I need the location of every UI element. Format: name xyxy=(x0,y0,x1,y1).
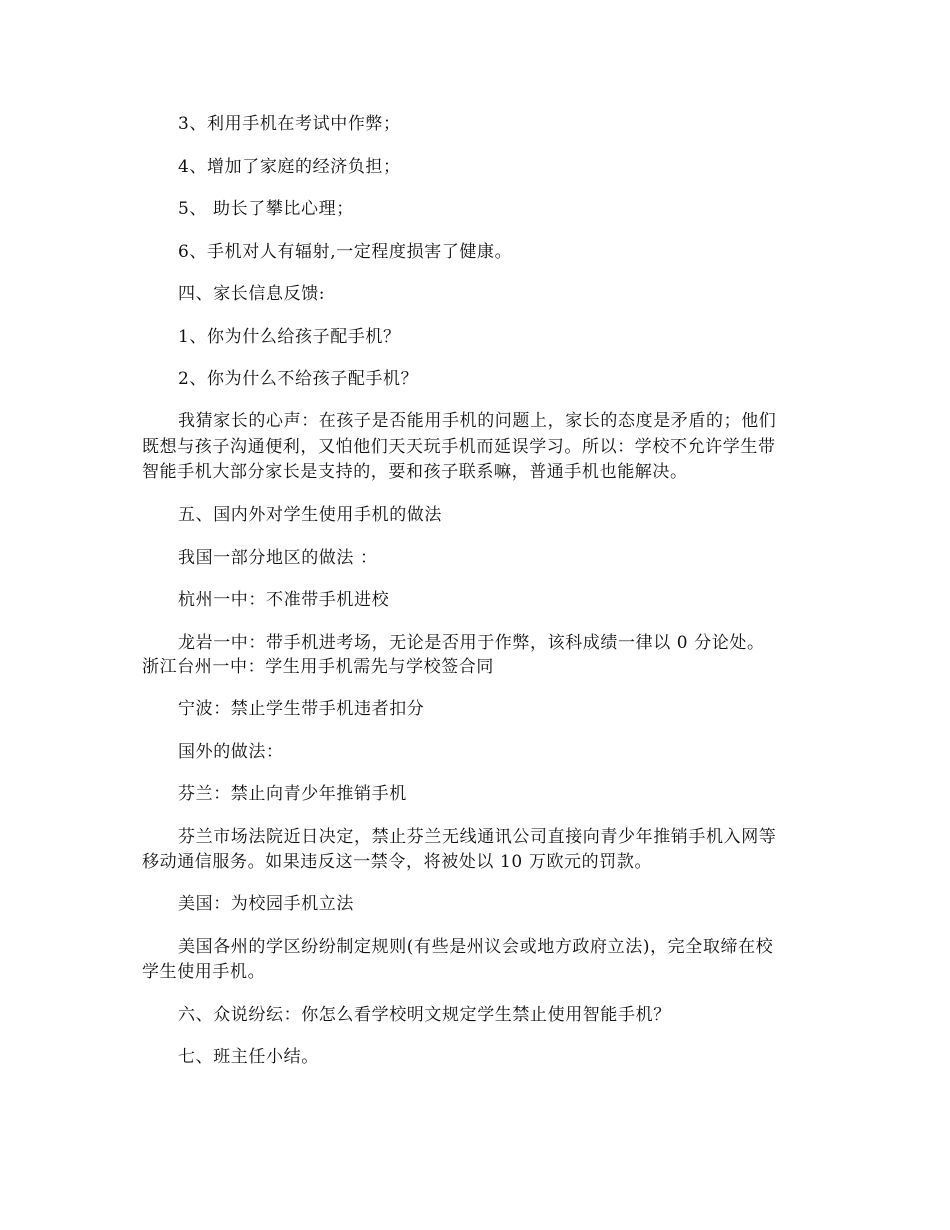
list-item-5: 5、 助长了攀比心理； xyxy=(178,199,354,219)
longyan-rule: 龙岩一中：带手机进考场，无论是否用于作弊，该科成绩一律以 0 分论处。 xyxy=(178,633,765,653)
section-4-heading: 四、家长信息反馈: xyxy=(178,284,326,304)
parent-paragraph-line-3: 智能手机大部分家长是支持的，要和孩子联系嘛，普通手机也能解决。 xyxy=(142,462,688,482)
usa-paragraph-line-2: 学生使用手机。 xyxy=(142,962,266,982)
finland-paragraph-line-2: 移动通信服务。如果违反这一禁令，将被处以 10 万欧元的罚款。 xyxy=(142,852,653,872)
taizhou-rule: 浙江台州一中：学生用手机需先与学校签合同 xyxy=(142,657,494,677)
section-7-heading: 七、班主任小结。 xyxy=(178,1047,319,1067)
hangzhou-rule: 杭州一中：不准带手机进校 xyxy=(178,590,390,610)
parent-paragraph-line-1: 我猜家长的心声：在孩子是否能用手机的问题上，家长的态度是矛盾的；他们 xyxy=(178,411,777,431)
parent-paragraph-line-2: 既想与孩子沟通便利，又怕他们天天玩手机而延误学习。所以：学校不允许学生带 xyxy=(142,437,776,457)
section-5-heading: 五、国内外对学生使用手机的做法 xyxy=(178,505,442,525)
foreign-heading: 国外的做法： xyxy=(178,742,284,762)
ningbo-rule: 宁波：禁止学生带手机违者扣分 xyxy=(178,699,425,719)
section-6-heading: 六、众说纷纭：你怎么看学校明文规定学生禁止使用智能手机？ xyxy=(178,1005,671,1025)
list-item-6: 6、手机对人有辐射,一定程度损害了健康。 xyxy=(178,242,513,262)
domestic-heading: 我国一部分地区的做法 ： xyxy=(178,548,378,568)
finland-paragraph-line-1: 芬兰市场法院近日决定，禁止芬兰无线通讯公司直接向青少年推销手机入网等 xyxy=(178,827,777,847)
list-item-4: 4、增加了家庭的经济负担； xyxy=(178,157,401,177)
usa-heading: 美国：为校园手机立法 xyxy=(178,894,354,914)
usa-paragraph-line-1: 美国各州的学区纷纷制定规则(有些是州议会或地方政府立法)，完全取缔在校 xyxy=(178,937,774,957)
question-1: 1、你为什么给孩子配手机？ xyxy=(178,327,401,347)
finland-heading: 芬兰：禁止向青少年推销手机 xyxy=(178,784,407,804)
list-item-3: 3、利用手机在考试中作弊； xyxy=(178,114,401,134)
question-2: 2、你为什么不给孩子配手机？ xyxy=(178,369,419,389)
